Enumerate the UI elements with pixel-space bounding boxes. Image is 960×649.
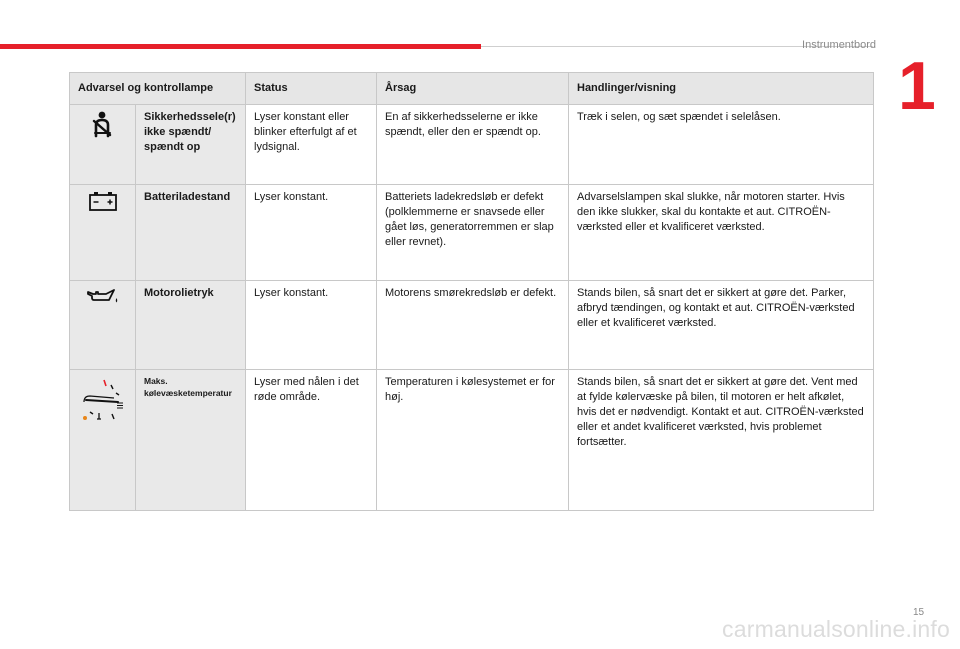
icon-cell (70, 185, 136, 281)
lamp-action: Stands bilen, så snart det er sikkert at gøre det. Parker, afbryd tændingen, og kontakt et aut. CITROËN-værksted eller et kvalificeret værksted. (569, 281, 874, 370)
lamp-cause: Motorens smørekredsløb er defekt. (377, 281, 569, 370)
lamp-status: Lyser konstant eller blinker efterfulgt af et lydsignal. (246, 105, 377, 185)
battery-charge-icon (88, 190, 118, 217)
icon-cell (70, 370, 136, 511)
column-header-status: Status (246, 73, 377, 105)
warning-lamps-table (69, 72, 874, 511)
header-red-bar (0, 44, 481, 49)
lamp-cause: Temperaturen i kølesystemet er for høj. (377, 370, 569, 511)
watermark: carmanualsonline.info (722, 616, 950, 642)
lamp-name: Batteriladestand (136, 185, 246, 281)
table-row (70, 370, 874, 511)
lamp-action: Advarselslampen skal slukke, når motoren starter. Hvis den ikke slukker, skal du kontakte et aut. CITROËN-værksted eller et kvalificeret værksted. (569, 185, 874, 281)
seatbelt-warning-icon (88, 110, 118, 145)
lamp-status: Lyser konstant. (246, 281, 377, 370)
table-row (70, 105, 874, 185)
column-header-action: Handlinger/visning (569, 73, 874, 105)
page-number: 15 (913, 607, 925, 618)
icon-cell (70, 281, 136, 370)
column-header-warning: Advarsel og kontrollampe (70, 73, 246, 105)
lamp-cause: Batteriets ladekredsløb er defekt (polklemmerne er snavsede eller gået løs, generatorremmen er slap eller revnet). (377, 185, 569, 281)
column-header-cause: Årsag (377, 73, 569, 105)
icon-cell (70, 105, 136, 185)
lamp-cause: En af sikkerhedsselerne er ikke spændt, eller den er spændt op. (377, 105, 569, 185)
lamp-action: Stands bilen, så snart det er sikkert at gøre det. Vent med at fylde kølervæske på bilen, til motoren er helt afkølet, hvis det er nødvendigt. Kontakt et aut. CITROËN-værksted eller et andet kvalificeret værksted, hvis problemet fortsætter. (569, 370, 874, 511)
table-row (70, 281, 874, 370)
table-row (70, 185, 874, 281)
coolant-temperature-gauge-icon (80, 376, 126, 431)
lamp-status: Lyser konstant. (246, 185, 377, 281)
lamp-name: Sikkerhedssele(r) ikke spændt/ spændt op (136, 105, 246, 185)
lamp-action: Træk i selen, og sæt spændet i selelåsen. (569, 105, 874, 185)
section-title: Instrumentbord (802, 39, 876, 51)
lamp-status: Lyser med nålen i det røde område. (246, 370, 377, 511)
lamp-name: Maks. kølevæsketemperatur (136, 370, 246, 511)
oil-pressure-icon (86, 286, 120, 311)
table-header-row (70, 73, 874, 105)
chapter-number: 1 (898, 48, 936, 124)
lamp-name: Motorolietryk (136, 281, 246, 370)
